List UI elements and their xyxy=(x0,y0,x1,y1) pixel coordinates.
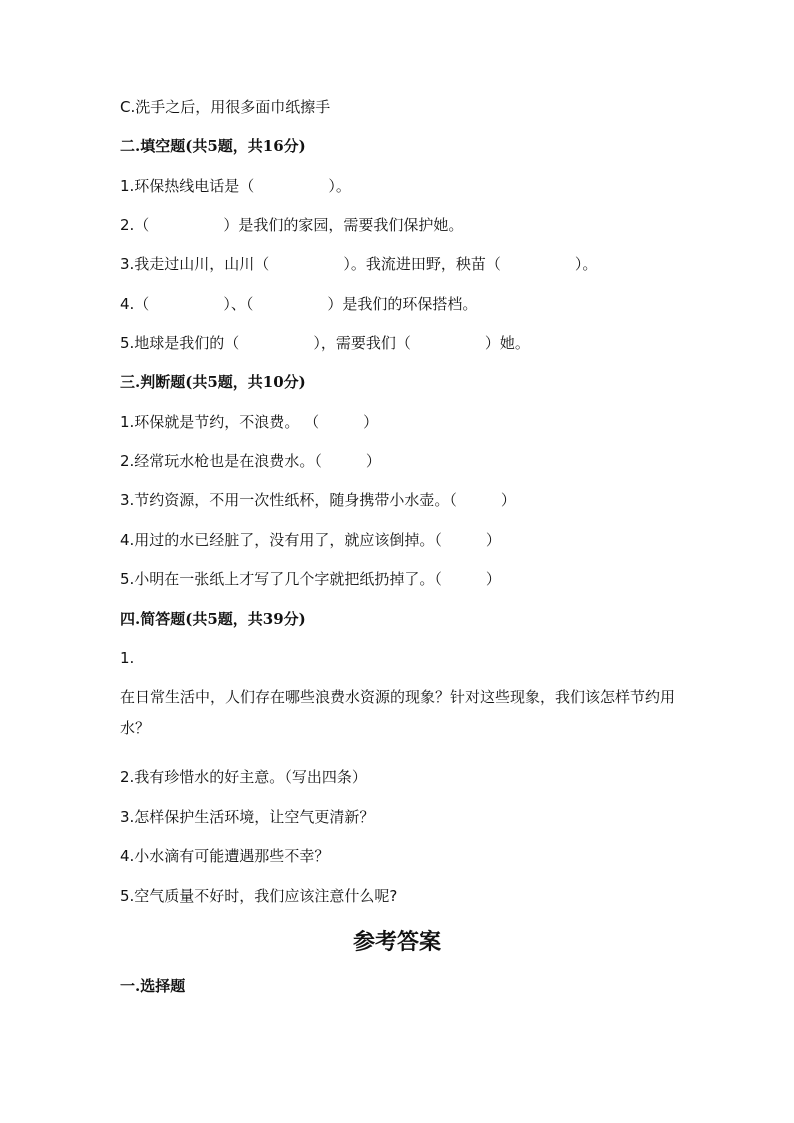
judge-q4-pre: 4.用过的水已经脏了，没有用了，就应该倒掉。（ xyxy=(120,531,442,549)
short-question-1-number: 1. xyxy=(120,649,135,667)
judge-q5-post: ） xyxy=(485,570,501,588)
judge-q3-post: ） xyxy=(500,491,516,509)
fill-question-4 xyxy=(120,293,674,315)
short-question-3: 3.怎样保护生活环境，让空气更清新？ xyxy=(120,808,375,826)
fill-question-5 xyxy=(120,332,674,354)
fill-q3-post: ）。 xyxy=(574,255,598,273)
fill-q3-pre: 3.我走过山川，山川（ xyxy=(120,255,270,273)
judge-q3-pre: 3.节约资源，不用一次性纸杯，随身携带小水壶。（ xyxy=(120,491,457,509)
fill-q5-mid: ），需要我们（ xyxy=(313,334,411,352)
fill-q1-pre: 1.环保热线电话是（ xyxy=(120,177,255,195)
fill-question-3 xyxy=(120,253,674,275)
judge-q4-post: ） xyxy=(485,531,501,549)
short-question-5: 5.空气质量不好时，我们应该注意什么呢? xyxy=(120,887,398,905)
judge-question-3 xyxy=(120,489,674,511)
fill-q2-post: ）是我们的家园，需要我们保护她。 xyxy=(223,216,464,234)
choice-option-c: C.洗手之后，用很多面巾纸擦手 xyxy=(120,98,331,116)
judge-question-5 xyxy=(120,568,674,590)
section-fill-title: 二.填空题(共5题，共16分) xyxy=(120,137,306,155)
fill-q5-post: ）她。 xyxy=(484,334,530,352)
judge-question-2 xyxy=(120,450,674,472)
short-question-2: 2.我有珍惜水的好主意。（写出四条） xyxy=(120,768,367,786)
answers-title: 参考答案 xyxy=(352,929,441,955)
fill-q1-post: ）。 xyxy=(328,177,351,195)
judge-q1-pre: 1.环保就是节约，不浪费。 （ xyxy=(120,413,320,431)
judge-q2-post: ） xyxy=(365,452,381,470)
fill-q4-post: ）是我们的环保搭档。 xyxy=(327,295,478,313)
answers-section-choice: 一.选择题 xyxy=(120,977,186,995)
fill-question-1 xyxy=(120,175,674,197)
fill-question-2 xyxy=(120,214,674,236)
judge-question-1 xyxy=(120,411,674,433)
fill-q4-mid: ）、（ xyxy=(223,295,254,313)
fill-q4-pre: 4.（ xyxy=(120,295,150,313)
judge-q2-pre: 2.经常玩水枪也是在浪费水。（ xyxy=(120,452,322,470)
short-question-1-text: 在日常生活中，人们存在哪些浪费水资源的现象？针对这些现象，我们该怎样节约用水？ xyxy=(120,688,676,737)
fill-q2-pre: 2.（ xyxy=(120,216,150,234)
fill-q3-mid: ）。我流进田野，秧苗（ xyxy=(343,255,501,273)
judge-q5-pre: 5.小明在一张纸上才写了几个字就把纸扔掉了。（ xyxy=(120,570,442,588)
section-short-title: 四.简答题(共5题，共39分) xyxy=(120,610,306,628)
short-question-4: 4.小水滴有可能遭遇那些不幸？ xyxy=(120,847,330,865)
judge-q1-post: ） xyxy=(363,413,379,431)
section-judge-title: 三.判断题(共5题，共10分) xyxy=(120,373,306,391)
fill-q5-pre: 5.地球是我们的（ xyxy=(120,334,240,352)
judge-question-4 xyxy=(120,529,674,551)
